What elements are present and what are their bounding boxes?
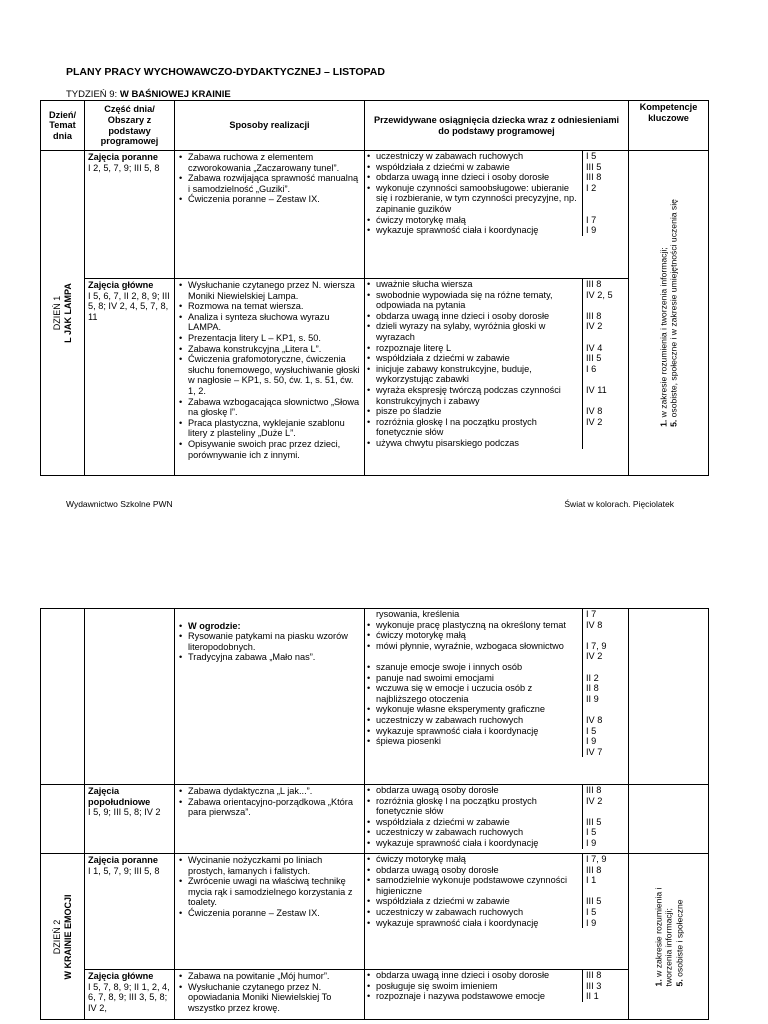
outcome-text: • ćwiczy motorykę małą <box>365 215 582 226</box>
outcome-code: I 7, 9 IV 2 <box>582 641 628 662</box>
method-item: • Prezentacja litery L – KP1, s. 50. <box>188 333 361 344</box>
header-outcomes: Przewidywane osiągnięcia dziecka wraz z odniesieniami do podstawy programowej <box>365 101 629 151</box>
outcome-code: IV 2 <box>582 321 628 342</box>
outcome-text: • szanuje emocje swoje i innych osób <box>365 662 582 673</box>
method-item: • Zwrócenie uwagi na właściwą technikę mycia rąk i samodzielnego korzystania z toalety. <box>188 876 361 908</box>
outcome-text: • obdarza uwagą inne dzieci i osoby dorosłe <box>365 970 582 981</box>
method-item: • Zabawa orientacyjno-porządkowa „Która para pierwsza”. <box>188 797 361 818</box>
outcome-code <box>582 630 628 641</box>
day-2-morning-methods <box>175 854 365 970</box>
day-1-garden-outcomes <box>365 609 629 785</box>
outcome-code: III 8 <box>582 785 628 796</box>
day-2-number: DZIEŃ 2 <box>51 919 62 954</box>
day-2-cell <box>41 854 85 1020</box>
outcome-code: III 5 <box>582 896 628 907</box>
outcome-code: III 8 <box>582 279 628 290</box>
header-day: Dzień/ Temat dnia <box>41 101 85 151</box>
competence-text: w zakresie rozumienia i tworzenia informacji; <box>658 247 669 420</box>
outcome-code: II 2 <box>582 673 628 684</box>
outcome-code: IV 2, 5 <box>582 290 628 311</box>
outcome-text: • wyraża ekspresję twórczą podczas czynności konstrukcyjnych i zabawy <box>365 385 582 406</box>
page-title: PLANY PRACY WYCHOWAWCZO-DYDAKTYCZNEJ – LISTOPAD <box>66 66 385 78</box>
method-item: • Rozmowa na temat wiersza. <box>188 301 361 312</box>
outcome-text: • inicjuje zabawy konstrukcyjne, buduje, wykorzystując zabawki <box>365 364 582 385</box>
method-item: • Zabawa rozwijająca sprawność manualną i samodzielność „Guziki”. <box>188 173 361 194</box>
area-codes: I 2, 5, 7, 9; III 5, 8 <box>88 162 160 173</box>
week-heading <box>66 89 231 100</box>
day-1-main-area <box>85 279 175 476</box>
outcome-text: rysowania, kreślenia <box>376 609 460 619</box>
outcome-text: • mówi płynnie, wyraźnie, wzbogaca słownictwo <box>365 641 582 662</box>
day-2-morning-outcomes <box>365 854 629 970</box>
outcome-text: • współdziała z dziećmi w zabawie <box>365 162 582 173</box>
outcome-code: III 8 <box>582 865 628 876</box>
outcome-code: II 1 <box>582 991 628 1002</box>
method-item: • Praca plastyczna, wyklejanie szablonu litery z plasteliny „Duże L”. <box>188 418 361 439</box>
outcome-text: • samodzielnie wykonuje podstawowe czynności higieniczne <box>365 875 582 896</box>
outcome-code: I 9 <box>582 838 628 849</box>
outcome-code: I 7, 9 <box>582 854 628 865</box>
competence-text: osobiste i społeczne <box>673 898 684 979</box>
day-1-continued-competences <box>629 609 709 785</box>
outcome-text: • ćwiczy motorykę małą <box>365 630 582 641</box>
outcome-code: I 7 <box>582 215 628 226</box>
outcome-code: IV 11 <box>582 385 628 406</box>
outcome-text: • dzieli wyrazy na sylaby, wyróżnia głoski w wyrazach <box>365 321 582 342</box>
area-title: Zajęcia główne <box>88 280 154 290</box>
day-1-cell <box>41 151 85 476</box>
outcome-code <box>582 662 628 673</box>
outcome-text: • wykazuje sprawność ciała i koordynację <box>365 838 582 849</box>
outcome-code: IV 2 <box>582 417 628 438</box>
outcome-text: • posługuje się swoim imieniem <box>365 981 582 992</box>
method-item: • Analiza i synteza słuchowa wyrazu LAMPA. <box>188 312 361 333</box>
day-1-morning-outcomes <box>365 151 629 279</box>
area-codes: I 1, 5, 7, 9; III 5, 8 <box>88 865 160 876</box>
outcome-code: IV 4 <box>582 343 628 354</box>
outcome-code: I 5 <box>582 827 628 838</box>
outcome-text: • ćwiczy motorykę małą <box>365 854 582 865</box>
day-1-morning-methods <box>175 151 365 279</box>
method-item: • Rysowanie patykami na piasku wzorów literopodobnych. <box>188 631 361 652</box>
outcome-text: • współdziała z dziećmi w zabawie <box>365 353 582 364</box>
outcome-code: III 3 <box>582 981 628 992</box>
outcome-code: IV 2 <box>582 796 628 817</box>
day-1-continued-day-cell <box>41 609 85 785</box>
day-2-competences <box>629 854 709 1020</box>
outcome-code: I 5 <box>582 907 628 918</box>
outcome-text: • wykazuje sprawność ciała i koordynację <box>365 918 582 929</box>
method-item: • Ćwiczenia grafomotoryczne, ćwiczenia słuchu fonemowego, wysłuchiwanie głoski w nagłosie – KP1, s. 50, ćw. 1, s. 51, ćw. 1, 2. <box>188 354 361 396</box>
outcome-code: IV 8 <box>582 620 628 631</box>
day-1-continued-competences <box>629 785 709 854</box>
plan-table-page-1 <box>40 100 709 476</box>
day-1-main-methods <box>175 279 365 476</box>
garden-heading: • W ogrodzie: <box>188 621 361 632</box>
area-codes: I 5, 6, 7, II 2, 8, 9; III 5, 8; IV 2, 4, 5, 7, 8, 11 <box>88 290 170 322</box>
outcome-code: I 6 <box>582 364 628 385</box>
afternoon-methods <box>175 785 365 854</box>
outcome-code: I 5 <box>582 151 628 162</box>
competence-num: 1. <box>652 978 663 986</box>
method-item: • Zabawa wzbogacająca słownictwo „Słowa na głoskę l”. <box>188 397 361 418</box>
outcome-text: • obdarza uwagą inne dzieci i osoby dorosłe <box>365 311 582 322</box>
plan-table-page-2 <box>40 608 709 1020</box>
method-item: • Wycinanie nożyczkami po liniach prostych, łamanych i falistych. <box>188 855 361 876</box>
outcome-code: I 7 <box>582 609 628 620</box>
day-1-number: DZIEŃ 1 <box>51 295 62 331</box>
outcome-text: • wykonuje pracę plastyczną na określony temat <box>365 620 582 631</box>
outcome-text: • wykazuje sprawność ciała i koordynację <box>365 726 582 737</box>
outcome-code: I 9 IV 7 <box>582 736 628 757</box>
outcome-code: I 2 <box>582 183 628 215</box>
day-1-continued-area <box>85 609 175 785</box>
method-item: • Opisywanie swoich prac przez dzieci, porównywanie ich z innymi. <box>188 439 361 460</box>
competence-num: 5. <box>673 978 684 986</box>
method-item: • Zabawa na powitanie „Mój humor”. <box>188 971 361 982</box>
method-item: • Zabawa ruchowa z elementem czworokowania „Zaczarowany tunel”. <box>188 152 361 173</box>
area-title: Zajęcia główne <box>88 971 154 981</box>
method-item: • Ćwiczenia poranne – Zestaw IX. <box>188 908 361 919</box>
outcome-code: I 9 <box>582 225 628 236</box>
outcome-text: • wykazuje sprawność ciała i koordynację <box>365 225 582 236</box>
outcome-code: IV 8 <box>582 715 628 726</box>
day-2-main-outcomes <box>365 970 629 1020</box>
day-1-garden-methods <box>175 609 365 785</box>
outcome-text: • rozpoznaje literę L <box>365 343 582 354</box>
outcome-text: • wykonuje czynności samoobsługowe: ubieranie się i rozbieranie, w tym czynności precyzyjne, np. zapinanie guzików <box>365 183 582 215</box>
day-1-morning-area <box>85 151 175 279</box>
day-2-main-methods <box>175 970 365 1020</box>
outcome-text: • uczestniczy w zabawach ruchowych <box>365 715 582 726</box>
competence-text: tworzenia informacji; <box>663 907 674 986</box>
outcome-code: III 8 <box>582 970 628 981</box>
outcome-text: • rozróżnia głoskę l na początku prostych fonetycznie słów <box>365 417 582 438</box>
area-codes: I 5, 7, 8, 9; II 1, 2, 4, 6, 7, 8, 9; III 3, 5, 8; IV 2, <box>88 981 170 1013</box>
outcome-code: III 5 <box>582 353 628 364</box>
method-item: • Zabawa dydaktyczna „L jak...”. <box>188 786 361 797</box>
footer-series: Świat w kolorach. Pięciolatek <box>564 499 674 509</box>
outcome-text: • obdarza uwagą osoby dorosłe <box>365 865 582 876</box>
outcome-text: • pisze po śladzie <box>365 406 582 417</box>
day-1-competences <box>629 151 709 476</box>
area-codes: I 5, 9; III 5, 8; IV 2 <box>88 807 161 818</box>
competence-text: osobiste, społeczne i w zakresie umiejętności uczenia się <box>668 199 679 420</box>
outcome-text: • współdziała z dziećmi w zabawie <box>365 896 582 907</box>
outcome-code <box>582 438 628 449</box>
outcome-code: III 8 <box>582 311 628 322</box>
header-competences: Kompetencje kluczowe <box>629 101 709 151</box>
footer-publisher: Wydawnictwo Szkolne PWN <box>66 499 173 509</box>
day-2-theme: W KRAINIE EMOCJI <box>62 893 73 980</box>
outcome-text: • swobodnie wypowiada się na różne tematy, odpowiada na pytania <box>365 290 582 311</box>
outcome-text: • obdarza uwagą osoby dorosłe <box>365 785 582 796</box>
outcome-code: I 1 <box>582 875 628 896</box>
outcome-code: I 9 <box>582 918 628 929</box>
outcome-text: • współdziała z dziećmi w zabawie <box>365 817 582 828</box>
outcome-text: • uważnie słucha wiersza <box>365 279 582 290</box>
area-title: Zajęcia poranne <box>88 152 158 162</box>
outcome-code: III 5 <box>582 162 628 173</box>
day-1-continued-day-cell <box>41 785 85 854</box>
day-2-morning-area <box>85 854 175 970</box>
outcome-text: • rozpoznaje i nazywa podstawowe emocje <box>365 991 582 1002</box>
method-item: • Zabawa konstrukcyjna „Litera L”. <box>188 344 361 355</box>
outcome-code: III 5 <box>582 817 628 828</box>
outcome-text: • śpiewa piosenki <box>365 736 582 757</box>
area-title: Zajęcia poranne <box>88 855 158 865</box>
outcome-code: III 8 <box>582 172 628 183</box>
area-title: Zajęcia popołudniowe <box>88 786 151 807</box>
header-methods: Sposoby realizacji <box>175 101 365 151</box>
outcome-text: • wczuwa się w emocje i uczucia osób z najbliższego otoczenia <box>365 683 582 704</box>
outcome-text: • panuje nad swoimi emocjami <box>365 673 582 684</box>
outcome-code: II 8 II 9 <box>582 683 628 704</box>
header-part: Część dnia/ Obszary z podstawy programowej <box>85 101 175 151</box>
method-item: • Wysłuchanie czytanego przez N. wiersza Moniki Niewielskiej Lampa. <box>188 280 361 301</box>
method-item: • Tradycyjna zabawa „Mało nas”. <box>188 652 361 663</box>
day-1-main-outcomes <box>365 279 629 476</box>
outcome-text: • obdarza uwagą inne dzieci i osoby dorosłe <box>365 172 582 183</box>
day-2-main-area <box>85 970 175 1020</box>
competence-num: 5. <box>668 419 679 427</box>
outcome-code: IV 8 <box>582 406 628 417</box>
outcome-text: • wykonuje własne eksperymenty graficzne <box>365 704 582 715</box>
outcome-code: I 5 <box>582 726 628 737</box>
day-1-theme: L JAK LAMPA <box>62 283 73 343</box>
outcome-text: • uczestniczy w zabawach ruchowych <box>365 907 582 918</box>
outcome-text: • używa chwytu pisarskiego podczas <box>365 438 582 449</box>
outcome-text: • uczestniczy w zabawach ruchowych <box>365 151 582 162</box>
week-prefix: TYDZIEŃ 9: <box>66 89 120 100</box>
method-item: • Ćwiczenia poranne – Zestaw IX. <box>188 194 361 205</box>
outcome-code <box>582 704 628 715</box>
afternoon-outcomes <box>365 785 629 854</box>
method-item: • Wysłuchanie czytanego przez N. opowiadania Moniki Niewielskiej To wszystko przez krowę. <box>188 982 361 1014</box>
competence-text: w zakresie rozumienia i <box>652 887 663 979</box>
outcome-text: • uczestniczy w zabawach ruchowych <box>365 827 582 838</box>
afternoon-area <box>85 785 175 854</box>
week-name: W BAŚNIOWEJ KRAINIE <box>119 89 231 100</box>
competence-num: 1. <box>658 419 669 427</box>
outcome-text: • rozróżnia głoskę l na początku prostych fonetycznie słów <box>365 796 582 817</box>
